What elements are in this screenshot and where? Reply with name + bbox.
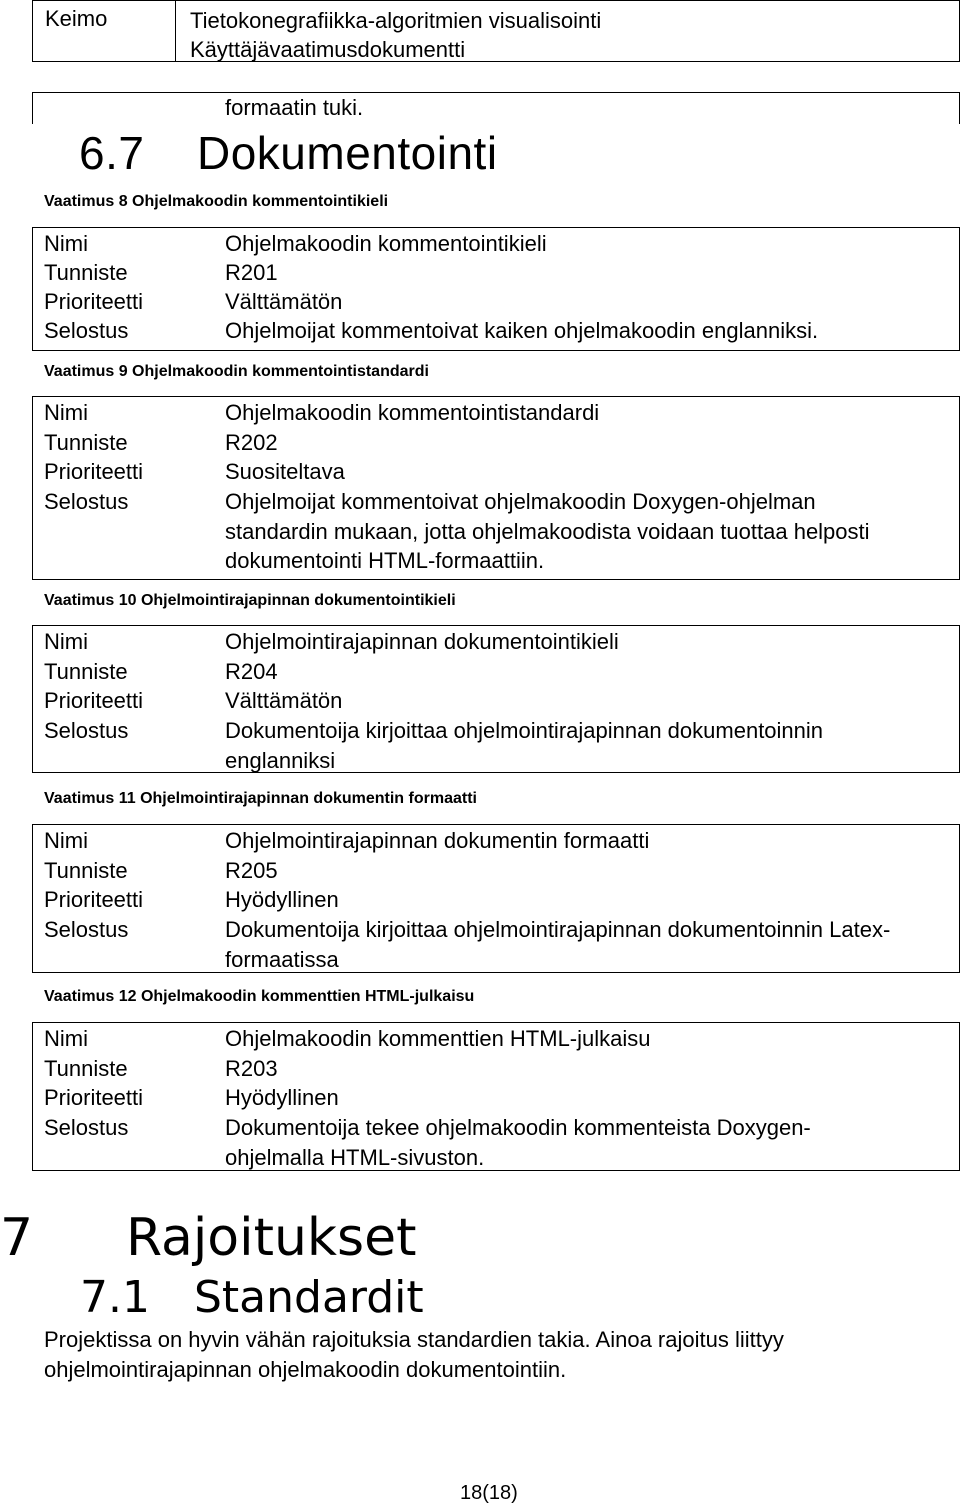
requirement-table [32, 396, 960, 580]
value-selostus: Ohjelmoijat kommentoivat kaiken ohjelmakoodin englanniksi. [225, 318, 819, 343]
section-7-1-paragraph: Projektissa on hyvin vähän rajoituksia standardien takia. Ainoa rajoitus liittyy ohjelmointirajapinnan ohjelmakoodin dokumentointiin. [44, 1327, 784, 1382]
requirement-caption: Vaatimus 8 Ohjelmakoodin kommentointikieli [44, 193, 389, 210]
requirement-table [32, 824, 960, 973]
value-prioriteetti: Välttämätön [225, 688, 343, 713]
requirement-caption: Vaatimus 9 Ohjelmakoodin kommentointistandardi [44, 363, 429, 380]
value-nimi: Ohjelmakoodin kommentointistandardi [225, 400, 600, 425]
value-prioriteetti: Suositeltava [225, 459, 345, 484]
label-tunniste: Tunniste [44, 1056, 128, 1081]
value-nimi: Ohjelmointirajapinnan dokumentointikieli [225, 629, 619, 654]
value-tunniste: R201 [225, 260, 278, 285]
label-selostus: Selostus [44, 489, 129, 514]
continued-table [32, 92, 960, 124]
label-selostus: Selostus [44, 1115, 129, 1140]
value-nimi: Ohjelmakoodin kommenttien HTML-julkaisu [225, 1026, 651, 1051]
section-heading-6-7 [79, 126, 498, 180]
label-tunniste: Tunniste [44, 260, 128, 285]
value-tunniste: R202 [225, 430, 278, 455]
requirement-caption: Vaatimus 10 Ohjelmointirajapinnan dokumentointikieli [44, 592, 456, 609]
label-nimi: Nimi [44, 629, 88, 654]
header-divider [175, 1, 176, 61]
label-prioriteetti: Prioriteetti [44, 887, 144, 912]
section-title: Rajoitukset [126, 1208, 417, 1268]
label-tunniste: Tunniste [44, 659, 128, 684]
section-number: 7.1 [80, 1272, 150, 1323]
value-prioriteetti: Välttämätön [225, 289, 343, 314]
page-number: 18(18) [460, 1482, 518, 1504]
section-heading-7 [0, 1208, 417, 1268]
value-tunniste: R204 [225, 659, 278, 684]
value-prioriteetti: Hyödyllinen [225, 887, 339, 912]
requirement-caption: Vaatimus 11 Ohjelmointirajapinnan dokumentin formaatti [44, 790, 477, 807]
label-nimi: Nimi [44, 828, 88, 853]
label-prioriteetti: Prioriteetti [44, 1085, 144, 1110]
label-tunniste: Tunniste [44, 430, 128, 455]
section-title: Dokumentointi [197, 127, 498, 179]
label-prioriteetti: Prioriteetti [44, 459, 144, 484]
section-number: 6.7 [79, 127, 145, 179]
document-header [32, 0, 960, 62]
section-heading-7-1 [80, 1272, 424, 1323]
value-tunniste: R205 [225, 858, 278, 883]
value-selostus: Dokumentoija kirjoittaa ohjelmointirajapinnan dokumentoinnin Latex-formaatissa [225, 917, 891, 972]
requirement-caption: Vaatimus 12 Ohjelmakoodin kommenttien HTML-julkaisu [44, 988, 475, 1005]
section-title: Standardit [194, 1272, 424, 1323]
label-selostus: Selostus [44, 318, 129, 343]
value-selostus: Dokumentoija kirjoittaa ohjelmointirajapinnan dokumentoinnin englanniksi [225, 718, 824, 773]
header-title-line2: Käyttäjävaatimusdokumentti [190, 37, 466, 62]
label-nimi: Nimi [44, 1026, 88, 1051]
header-title-line1: Tietokonegrafiikka-algoritmien visualisointi [190, 8, 602, 33]
value-nimi: Ohjelmakoodin kommentointikieli [225, 231, 547, 256]
continued-text: formaatin tuki. [225, 95, 364, 120]
label-prioriteetti: Prioriteetti [44, 688, 144, 713]
value-prioriteetti: Hyödyllinen [225, 1085, 339, 1110]
section-number: 7 [0, 1208, 34, 1268]
value-nimi: Ohjelmointirajapinnan dokumentin formaatti [225, 828, 650, 853]
value-selostus: Dokumentoija tekee ohjelmakoodin kommenteista Doxygen-ohjelmalla HTML-sivuston. [225, 1115, 811, 1170]
requirement-table [32, 227, 960, 351]
requirement-table [32, 1022, 960, 1171]
label-tunniste: Tunniste [44, 858, 128, 883]
value-selostus: Ohjelmoijat kommentoivat ohjelmakoodin Doxygen-ohjelman standardin mukaan, jotta ohjelmakoodista voidaan tuottaa helposti dokumentointi HTML-formaattiin. [225, 489, 870, 573]
header-project-name: Keimo [45, 6, 108, 31]
header-document-title [190, 6, 601, 64]
value-tunniste: R203 [225, 1056, 278, 1081]
label-prioriteetti: Prioriteetti [44, 289, 144, 314]
label-nimi: Nimi [44, 400, 88, 425]
label-nimi: Nimi [44, 231, 88, 256]
requirement-table [32, 625, 960, 773]
label-selostus: Selostus [44, 718, 129, 743]
label-selostus: Selostus [44, 917, 129, 942]
